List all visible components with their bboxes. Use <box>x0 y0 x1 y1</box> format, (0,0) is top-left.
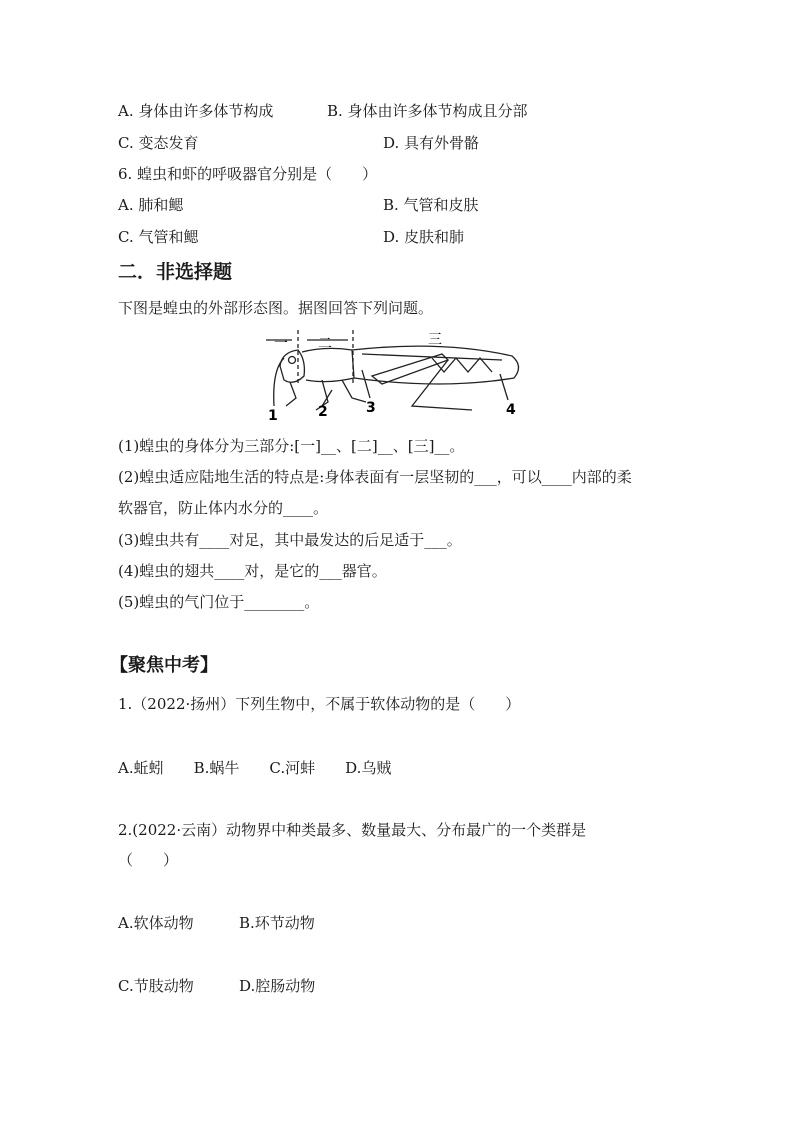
section-title: 二．非选择题 <box>118 261 233 283</box>
grasshopper-figure <box>262 326 534 422</box>
focus-q2-stem: 2.(2022·云南）动物界中种类最多、数量最大、分布最广的一个类群是 <box>118 821 587 839</box>
figure-label-3: 3 <box>366 400 376 416</box>
q5-option-a: A. 身体由许多体节构成 <box>118 102 274 120</box>
focus-q1-stem: 1.（2022·扬州）下列生物中，不属于软体动物的是（ ） <box>118 695 521 713</box>
section-item-5: (5)蝗虫的气门位于________。 <box>118 593 320 611</box>
section-item-2: (2)蝗虫适应陆地生活的特点是:身体表面有一层坚韧的___，可以____内部的柔 <box>118 468 632 486</box>
section-item-3: (3)蝗虫共有____对足，其中最发达的后足适于___。 <box>118 531 462 549</box>
section-item-1: (1)蝗虫的身体分为三部分:[一]__、[二]__、[三]__。 <box>118 437 465 455</box>
section-intro: 下图是蝗虫的外部形态图。据图回答下列问题。 <box>118 299 434 317</box>
focus-q2-option-b: B.环节动物 <box>239 914 315 932</box>
q6-stem: 6. 蝗虫和虾的呼吸器官分别是（ ） <box>118 165 378 183</box>
focus-q2-option-d: D.腔肠动物 <box>239 977 316 995</box>
section-item-2-cont: 软器官，防止体内水分的____。 <box>118 499 329 517</box>
q5-option-d: D. 具有外骨骼 <box>383 134 480 152</box>
figure-label-1: 1 <box>268 408 278 422</box>
figure-label-part-2: 二 <box>318 336 332 352</box>
figure-label-2: 2 <box>318 404 328 420</box>
figure-label-4: 4 <box>506 402 516 418</box>
q5-option-c: C. 变态发育 <box>118 134 199 152</box>
q6-option-a: A. 肺和鳃 <box>118 196 184 214</box>
section-item-4: (4)蝗虫的翅共____对，是它的___器官。 <box>118 562 387 580</box>
q5-option-b: B. 身体由许多体节构成且分部 <box>327 102 528 120</box>
figure-label-part-3: 三 <box>428 332 442 348</box>
focus-title: 【聚焦中考】 <box>110 655 218 676</box>
focus-q2-stem-cont: （ ） <box>118 851 179 869</box>
focus-q2-option-c: C.节肢动物 <box>118 977 194 995</box>
q6-option-b: B. 气管和皮肤 <box>383 196 479 214</box>
focus-q1-options: A.蚯蚓 B.蜗牛 C.河蚌 D.乌贼 <box>118 759 392 777</box>
q6-option-c: C. 气管和鳃 <box>118 228 199 246</box>
focus-q2-option-a: A.软体动物 <box>118 914 194 932</box>
q6-option-d: D. 皮肤和肺 <box>383 228 465 246</box>
figure-label-part-1: 一 <box>274 336 288 352</box>
